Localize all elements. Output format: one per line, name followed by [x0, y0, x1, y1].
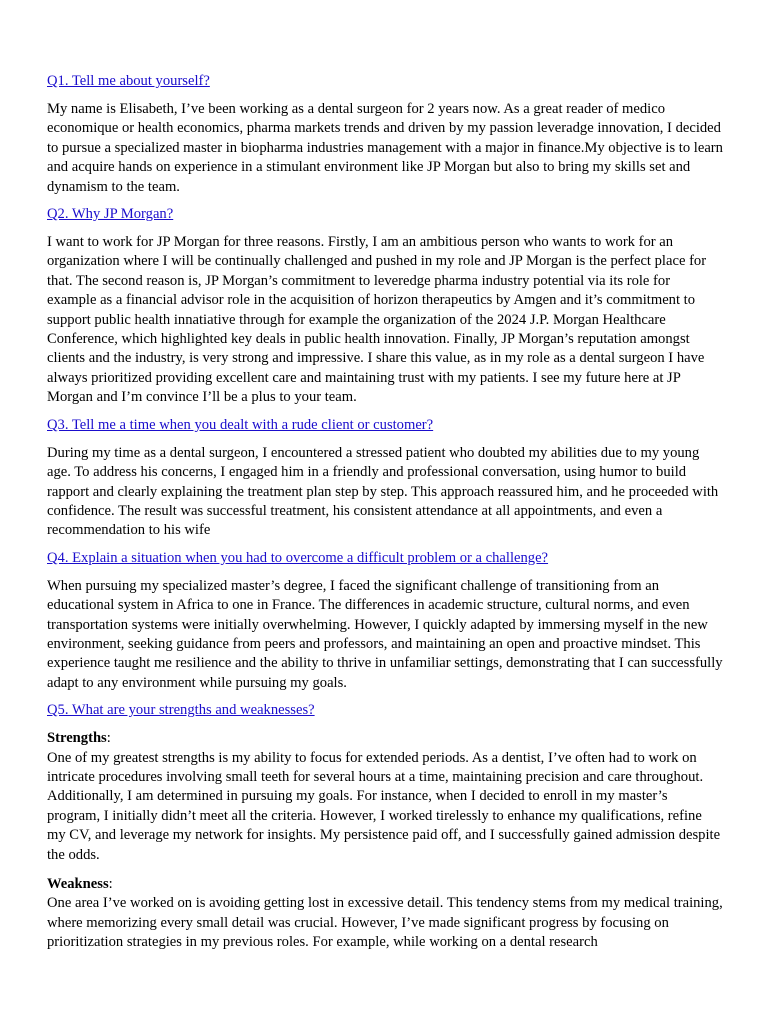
answer-2-text: I want to work for JP Morgan for three reasons. Firstly, I am an ambitious person who wants to work for an organization where I will be continually challenged and pushed in my role and JP Morgan is the perfect place for that. The second reason is, JP Morgan’s commitment to leveredge pharma industry potential via its role for example as a financial advisor role in the acquisition of horizon therapeutics by Amgen and it’s commitment to support public health innatiative through for example the organization of the 2024 J.P. Morgan Healthcare Conference, which highlighted key deals in public health innovation. Finally, JP Morgan’s reputation amongst clients and the industry, is very strong and impressive. I share this value, as in my role as a dental surgeon I have always prioritized providing excellent care and maintaining trust with my patients. I see my future here at JP Morgan and I’m convince I’ll be a plus to your team.	[47, 234, 707, 406]
weakness-heading	[47, 875, 723, 894]
weakness-section	[47, 875, 723, 953]
question-4-link[interactable]: Q4. Explain a situation when you had to overcome a difficult problem or a challenge?	[47, 549, 549, 566]
question-2-link[interactable]: Q2. Why JP Morgan?	[47, 206, 174, 223]
strengths-heading	[47, 729, 723, 748]
answer-1-text: My name is Elisabeth, I’ve been working as a dental surgeon for 2 years now. As a great reader of medico economique or health economics, pharma markets trends and driven by my passion leveradge innovation, I decided to pursue a specialized master in biopharma industries management with a major in finance.My objective is to learn and acquire hands on experience in a stimulant environment like JP Morgan but also to bring my skills set and dynamism to the team.	[47, 101, 723, 195]
weakness-colon: :	[108, 876, 113, 892]
strengths-label: Strengths	[47, 730, 107, 747]
document-page	[47, 72, 723, 963]
question-1-link[interactable]: Q1. Tell me about yourself?	[47, 73, 210, 89]
question-5-link[interactable]: Q5. What are your strengths and weaknesses?	[47, 702, 315, 719]
weakness-text: One area I’ve worked on is avoiding getting lost in excessive detail. This tendency stems from my medical training, where memorizing every small detail was crucial. However, I’ve made significant progress by focusing on prioritization strategies in my previous roles. For example, while working on a dental research	[47, 895, 723, 951]
answer-4-text: When pursuing my specialized master’s degree, I faced the significant challenge of transitioning from an educational system in Africa to one in France. The differences in academic structure, cultural norms, and even transportation systems were initially overwhelming. However, I quickly adapted by immersing myself in the new environment, seeking guidance from peers and professors, and maintaining an open and proactive mindset. This experience taught me resilience and the ability to thrive in unfamiliar settings, demonstrating that I can successfully adapt to any environment while pursuing my goals.	[47, 577, 723, 691]
weakness-label: Weakness	[47, 876, 109, 892]
question-3-link[interactable]: Q3. Tell me a time when you dealt with a rude client or customer?	[47, 416, 434, 433]
answer-3-text: During my time as a dental surgeon, I encountered a stressed patient who doubted my abilities due to my young age. To address his concerns, I engaged him in a friendly and professional conversation, using humor to build rapport and clearly explaining the treatment plan step by step. This approach reassured him, and he proceeded with confidence. The result was successful treatment, his consistent attendance at all appointments, and even a recommendation to his wife	[47, 444, 719, 539]
strengths-section	[47, 729, 723, 865]
strengths-colon: :	[106, 730, 111, 747]
strengths-text: One of my greatest strengths is my ability to focus for extended periods. As a dentist, I’ve often had to work on intricate procedures involving small teeth for several hours at a time, maintaining precision and care throughout. Additionally, I am determined in pursuing my goals. For instance, when I decided to enroll in my master’s program, I initially didn’t meet all the criteria. However, I worked tirelessly to enhance my qualifications, refine my CV, and leverage my network for insights. My persistence paid off, and I successfully gained admission despite the odds.	[47, 749, 721, 863]
